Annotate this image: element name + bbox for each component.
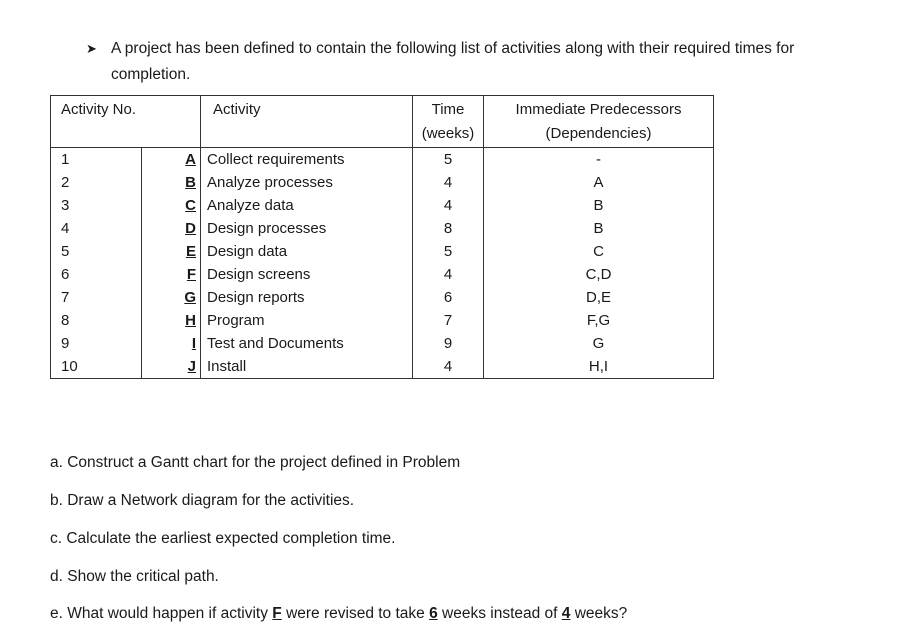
activity-time-cell: 4 (413, 263, 484, 286)
header-time (413, 96, 484, 148)
activity-letter-cell: H (185, 312, 196, 329)
activity-dependency-cell: A (593, 174, 604, 191)
question-b: b. Draw a Network diagram for the activities. (50, 492, 355, 509)
header-dep-line2: (Dependencies) (545, 125, 652, 142)
intro-text: A project has been defined to contain the following list of activities along with their required times for completion. (111, 40, 795, 83)
question-c: c. Calculate the earliest expected completion time. (50, 530, 396, 547)
activity-letter-cell: F (186, 266, 196, 283)
activity-dependency-cell: C (593, 243, 604, 260)
activity-dependency-cell: D,E (585, 289, 611, 306)
table-row (51, 240, 714, 263)
question-e-part3: weeks instead of (437, 605, 562, 622)
table-row (51, 171, 714, 194)
table-row (51, 217, 714, 240)
arrow-bullet-icon: ➤ (86, 41, 97, 56)
activity-name-cell: Test and Documents (201, 332, 413, 355)
activity-no-cell: 3 (51, 194, 142, 217)
activity-name-cell: Design data (201, 240, 413, 263)
activity-letter-cell: A (185, 151, 196, 168)
activity-letter-cell: C (185, 197, 196, 214)
question-e-part4: weeks? (570, 605, 628, 622)
activity-dependency-cell: F,G (586, 312, 611, 329)
activity-no-cell: 4 (51, 217, 142, 240)
activity-no-cell: 8 (51, 309, 142, 332)
activity-letter-cell: I (191, 335, 196, 352)
header-dependencies (484, 96, 714, 148)
activity-dependency-cell: H,I (588, 358, 609, 375)
table-row (51, 263, 714, 286)
activity-dependency-cell: G (592, 335, 605, 352)
activity-letter-cell: J (187, 358, 196, 375)
header-activity: Activity (201, 96, 413, 148)
activity-name-cell: Collect requirements (201, 148, 413, 172)
question-e-activity: F (272, 605, 282, 622)
question-e-part2: were revised to take (281, 605, 430, 622)
activity-no-cell: 5 (51, 240, 142, 263)
activity-letter-cell: G (184, 289, 196, 306)
activity-table (50, 95, 714, 379)
question-e-part1: e. What would happen if activity (50, 605, 273, 622)
question-e (50, 605, 627, 623)
question-e-new: 6 (429, 605, 438, 622)
header-time-line2: (weeks) (421, 125, 475, 142)
activity-letter-cell: D (185, 220, 196, 237)
table-row (51, 309, 714, 332)
activity-time-cell: 5 (413, 148, 484, 172)
activity-dependency-cell: B (593, 197, 604, 214)
activity-time-cell: 8 (413, 217, 484, 240)
activity-name-cell: Analyze data (201, 194, 413, 217)
activity-no-cell: 10 (51, 355, 142, 379)
table-row (51, 355, 714, 379)
activity-dependency-cell: - (596, 151, 601, 168)
table-row (51, 194, 714, 217)
question-d: d. Show the critical path. (50, 568, 219, 585)
activity-dependency-cell: C,D (585, 266, 612, 283)
table-row (51, 286, 714, 309)
activity-time-cell: 4 (413, 194, 484, 217)
table-row (51, 148, 714, 172)
activity-letter-cell: E (185, 243, 196, 260)
activity-name-cell: Design screens (201, 263, 413, 286)
activity-no-cell: 1 (51, 148, 142, 172)
activity-time-cell: 4 (413, 171, 484, 194)
activity-time-cell: 4 (413, 355, 484, 379)
activity-dependency-cell: B (593, 220, 604, 237)
activity-name-cell: Analyze processes (201, 171, 413, 194)
activity-time-cell: 5 (413, 240, 484, 263)
question-e-old: 4 (561, 605, 571, 622)
activity-time-cell: 6 (413, 286, 484, 309)
activity-no-cell: 2 (51, 171, 142, 194)
activity-letter-cell: B (185, 174, 196, 191)
activity-name-cell: Design processes (201, 217, 413, 240)
table-header-row (51, 96, 714, 148)
activity-name-cell: Install (201, 355, 413, 379)
activity-no-cell: 7 (51, 286, 142, 309)
question-a: a. Construct a Gantt chart for the project defined in Problem (50, 454, 461, 471)
activity-time-cell: 7 (413, 309, 484, 332)
activity-no-cell: 6 (51, 263, 142, 286)
table-row (51, 332, 714, 355)
activity-name-cell: Program (201, 309, 413, 332)
header-activity-no: Activity No. (61, 101, 137, 118)
activity-name-cell: Design reports (201, 286, 413, 309)
activity-time-cell: 9 (413, 332, 484, 355)
activity-no-cell: 9 (51, 332, 142, 355)
header-dep-line1: Immediate Predecessors (515, 101, 682, 118)
header-time-line1: Time (431, 101, 465, 118)
